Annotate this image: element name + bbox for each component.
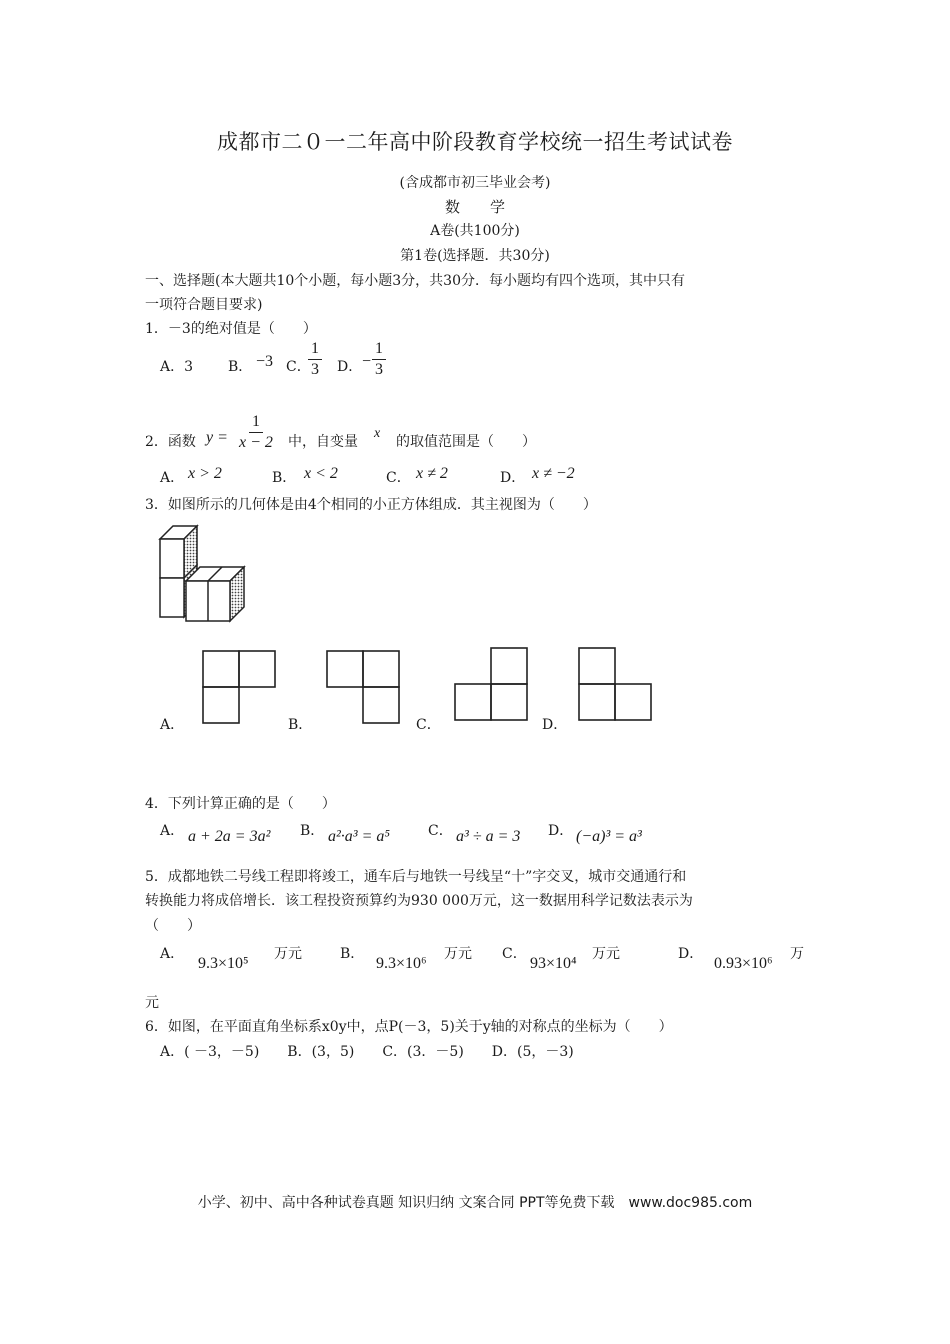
q5-option-c-unit: 万元 (592, 946, 620, 962)
section-intro-line1: 一、选择题(本大题共10个小题，每小题3分，共30分．每小题均有四个选项，其中只有 (145, 273, 685, 289)
q3-solid-figure (150, 522, 255, 627)
q2-function-fraction (236, 413, 276, 452)
q4-option-c-expr: a³ ÷ a = 3 (456, 828, 521, 845)
q2-option-c-label: C． (386, 470, 411, 486)
q6-options: A．( －3，－5) B．(3，5) C．(3．－5) D．(5，－3) (160, 1044, 574, 1060)
q2-option-d-label: D． (500, 470, 526, 486)
q3-option-c-label: C． (416, 717, 441, 733)
q5-option-d-label: D． (678, 946, 704, 962)
fraction-numerator: 1 (372, 340, 386, 360)
q2-option-b-expr: x < 2 (304, 465, 338, 482)
q5-option-a-expr: 9.3×10⁵ (198, 955, 249, 972)
q6-stem: 6．如图，在平面直角坐标系x0y中，点P(－3，5)关于y轴的对称点的坐标为（ ） (145, 1019, 673, 1035)
q3-option-b-label: B． (288, 717, 313, 733)
q4-stem: 4．下列计算正确的是（ ） (145, 796, 336, 812)
q5-option-c-label: C． (502, 946, 527, 962)
q1-option-d-fraction (372, 340, 386, 379)
q5-option-b-expr: 9.3×10⁶ (376, 955, 427, 972)
q1-stem: 1．－3的绝对值是（ ） (145, 321, 317, 337)
q5-option-c-expr: 93×10⁴ (530, 955, 577, 972)
q3-stem: 3．如图所示的几何体是由4个相同的小正方体组成．其主视图为（ ） (145, 497, 597, 513)
q5-option-b-unit: 万元 (444, 946, 472, 962)
q4-option-b-expr: a²·a³ = a⁵ (328, 828, 390, 845)
q5-option-b-label: B． (340, 946, 365, 962)
fraction-denominator: x − 2 (239, 434, 273, 451)
q1-option-b-value: −3 (256, 353, 274, 370)
q1-option-b-label: B． (228, 359, 253, 375)
subject-heading: 数 学 (444, 198, 505, 216)
page-footer: 小学、初中、高中各种试卷真题 知识归纳 文案合同 PPT等免费下载 www.doc985.com (197, 1195, 753, 1211)
fraction-numerator: 1 (308, 340, 322, 360)
q3-option-d-label: D． (542, 717, 568, 733)
fraction-denominator: 3 (311, 361, 319, 378)
q1-option-d-label: D． (337, 359, 363, 375)
q3-option-d-figure (576, 645, 656, 725)
q2-stem-suffix: 的取值范围是（ ） (396, 434, 536, 450)
q2-option-c-expr: x ≠ 2 (416, 465, 448, 482)
volume-a-heading: A卷(共100分) (430, 223, 520, 239)
q2-function-lhs: y = (206, 429, 228, 446)
q5-option-d-unit: 万 (790, 946, 804, 962)
q3-option-c-figure (452, 645, 532, 725)
q2-stem-mid: 中，自变量 (288, 434, 358, 450)
q4-option-d-label: D． (548, 823, 574, 839)
q3-option-b-figure (324, 648, 402, 728)
q4-option-a-label: A． (160, 823, 185, 839)
q1-option-a: A．3 (160, 359, 194, 375)
q1-option-c-fraction (308, 340, 322, 379)
q4-option-b-label: B． (300, 823, 325, 839)
q4-option-a-expr: a + 2a = 3a² (188, 828, 271, 845)
exam-title: 成都市二０一二年高中阶段教育学校统一招生考试试卷 (217, 130, 733, 154)
q4-option-d-expr: (−a)³ = a³ (576, 828, 642, 845)
fraction-denominator: 3 (375, 361, 383, 378)
q1-option-c-label: C． (286, 359, 311, 375)
fraction-numerator: 1 (249, 413, 263, 433)
q4-option-c-label: C． (428, 823, 453, 839)
q2-option-a-expr: x > 2 (188, 465, 222, 482)
q2-option-a-label: A． (160, 470, 185, 486)
q2-variable: x (374, 426, 381, 441)
exam-subtitle: (含成都市初三毕业会考) (399, 175, 551, 191)
q5-option-d-unit-wrap: 元 (145, 995, 159, 1011)
q5-option-a-unit: 万元 (274, 946, 302, 962)
q2-option-d-expr: x ≠ −2 (532, 465, 575, 482)
q2-option-b-label: B． (272, 470, 297, 486)
q2-stem-prefix: 2．函数 (145, 434, 196, 450)
q1-option-d-sign: − (362, 353, 372, 370)
q5-option-a-label: A． (160, 946, 185, 962)
q3-option-a-figure (200, 648, 278, 728)
q5-stem-line3: （ ） (145, 918, 201, 934)
q5-stem-line1: 5．成都地铁二号线工程即将竣工，通车后与地铁一号线呈“十”字交叉，城市交通通行和 (145, 869, 687, 885)
volume-1-heading: 第1卷(选择题．共30分) (400, 248, 550, 264)
section-intro-line2: 一项符合题目要求) (145, 297, 263, 313)
q3-option-a-label: A． (160, 717, 185, 733)
q5-stem-line2: 转换能力将成倍增长．该工程投资预算约为930 000万元，这一数据用科学记数法表示为 (145, 893, 693, 909)
q5-option-d-expr: 0.93×10⁶ (714, 955, 773, 972)
